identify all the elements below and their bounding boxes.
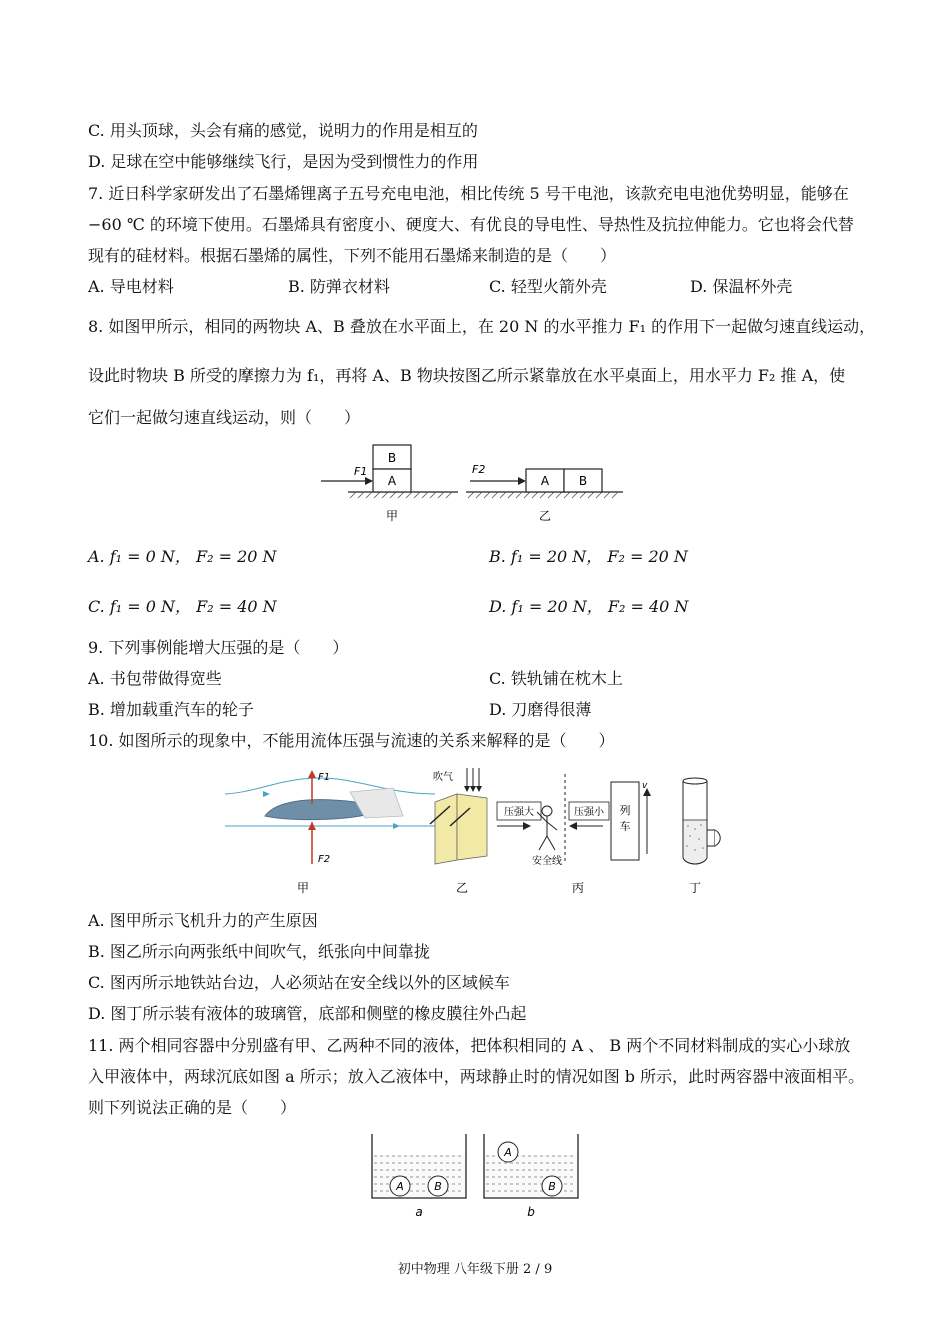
- q7-stem-line3: 现有的硅材料。根据石墨烯的属性，下列不能用石墨烯来制造的是（ ）: [88, 246, 617, 265]
- f1-label: F1: [354, 465, 368, 478]
- q9-stem: 9. 下列事例能增大压强的是（ ）: [88, 638, 349, 657]
- train-label-2: 车: [619, 820, 631, 833]
- q8-option-c: C. f₁ = 0 N， F₂ = 40 N: [88, 597, 277, 616]
- arrow-f1-icon: [365, 477, 373, 485]
- block-a-label: A: [387, 474, 397, 488]
- q10-figure: [225, 764, 745, 896]
- caption-yi: 乙: [456, 881, 469, 895]
- page-footer: 初中物理 八年级下册 2 / 9: [397, 1262, 553, 1277]
- q8-stem-line1: 8. 如图甲所示，相同的两物块 A、B 叠放在水平面上，在 20 N 的水平推力 F₁ 的作用下一起做匀速直线运动，: [88, 317, 876, 336]
- ground-hatch-right: [468, 492, 618, 498]
- side-membrane: [715, 830, 720, 846]
- q10-option-b: B. 图乙所示向两张纸中间吹气，纸张向中间靠拢: [88, 942, 430, 961]
- q9-option-b: B. 增加载重汽车的轮子: [88, 700, 254, 719]
- q7-option-c: C. 轻型火箭外壳: [489, 277, 607, 296]
- caption-ding: 丁: [689, 881, 702, 895]
- q6-option-c: C. 用头顶球，头会有痛的感觉，说明力的作用是相互的: [88, 121, 478, 140]
- q8-stem-line3: 它们一起做匀速直线运动，则（ ）: [88, 408, 361, 427]
- f1-lift-label: F1: [318, 772, 331, 783]
- train-label-1: 列: [619, 804, 631, 817]
- q10-option-a: A. 图甲所示飞机升力的产生原因: [88, 911, 318, 930]
- ball-a-label-b: A: [504, 1146, 512, 1159]
- q7-stem-line2: −60 ℃ 的环境下使用。石墨烯具有密度小、硬度大、有优良的导电性、导热性及抗拉伸能力。它也将会代替: [88, 215, 854, 234]
- q11-stem-line2: 入甲液体中，两球沉底如图 a 所示；放入乙液体中，两球静止时的情况如图 b 所示，此时两容器中液面相平。: [88, 1067, 865, 1086]
- q10-option-c: C. 图丙所示地铁站台边，人必须站在安全线以外的区域候车: [88, 973, 510, 992]
- bottom-membrane: [683, 858, 707, 864]
- paper-left: [435, 794, 457, 864]
- paper-right: [457, 794, 487, 860]
- arrow-left-icon: [569, 822, 577, 830]
- ball-a-label: A: [396, 1180, 404, 1193]
- flow-arrow-icon: [393, 823, 400, 829]
- flow-arrow-icon: [263, 791, 270, 797]
- block-b-side-label: B: [578, 474, 588, 488]
- block-b-label: B: [387, 451, 397, 465]
- block-a-side-label: A: [540, 474, 550, 488]
- caption-jia: 甲: [385, 509, 399, 523]
- q9-option-c: C. 铁轨铺在枕木上: [489, 669, 623, 688]
- q7-option-b: B. 防弹衣材料: [288, 277, 390, 296]
- q7-option-d: D. 保温杯外壳: [690, 277, 793, 296]
- q7-stem-line1: 7. 近日科学家研发出了石墨烯锂离子五号充电电池，相比传统 5 号干电池，该款充电电池优势明显，能够在: [88, 184, 849, 203]
- q8-option-b: B. f₁ = 20 N， F₂ = 20 N: [489, 547, 688, 566]
- arrow-f2-icon: [518, 477, 526, 485]
- q8-option-a: A. f₁ = 0 N， F₂ = 20 N: [88, 547, 277, 566]
- caption-yi: 乙: [538, 509, 552, 523]
- ball-b-label-b: B: [548, 1180, 556, 1193]
- q8-option-d: D. f₁ = 20 N， F₂ = 40 N: [489, 597, 689, 616]
- side-outlet: [707, 830, 715, 846]
- caption-a: a: [415, 1205, 423, 1219]
- f2-lift-label: F2: [318, 854, 331, 865]
- q8-figure: [318, 440, 628, 530]
- q11-stem-line1: 11. 两个相同容器中分别盛有甲、乙两种不同的液体，把体积相同的 A 、 B 两个不同材料制成的实心小球放: [88, 1036, 851, 1055]
- safety-line-label: 安全线: [532, 856, 562, 867]
- person-head: [542, 806, 552, 816]
- ground-hatch-left: [350, 492, 452, 498]
- arrow-right-icon: [523, 822, 531, 830]
- q8-stem-line2: 设此时物块 B 所受的摩擦力为 f₁，再将 A、B 物块按图乙所示紧靠放在水平桌面上，用水平力 F₂ 推 A，使: [88, 366, 846, 385]
- pressure-small-label: 压强小: [574, 807, 604, 818]
- caption-jia: 甲: [297, 881, 310, 895]
- velocity-label: v: [642, 781, 648, 791]
- caption-bing: 丙: [572, 881, 585, 895]
- pressure-big-label: 压强大: [504, 807, 534, 818]
- q9-option-d: D. 刀磨得很薄: [489, 700, 592, 719]
- blow-label: 吹气: [433, 772, 453, 783]
- q10-stem: 10. 如图所示的现象中，不能用流体压强与流速的关系来解释的是（ ）: [88, 731, 615, 750]
- q10-option-d: D. 图丁所示装有液体的玻璃管，底部和侧壁的橡皮膜往外凸起: [88, 1004, 527, 1023]
- q11-stem-line3: 则下列说法正确的是（ ）: [88, 1098, 297, 1117]
- caption-b: b: [527, 1205, 535, 1219]
- q7-option-a: A. 导电材料: [88, 277, 174, 296]
- ball-b-label: B: [434, 1180, 442, 1193]
- q9-option-a: A. 书包带做得宽些: [88, 669, 222, 688]
- q6-option-d: D. 足球在空中能够继续飞行，是因为受到惯性力的作用: [88, 152, 479, 171]
- f2-label: F2: [472, 463, 486, 476]
- lift-arrow-icon: [308, 770, 316, 778]
- q11-figure: [366, 1130, 586, 1222]
- blow-arrows-icon: [467, 768, 479, 788]
